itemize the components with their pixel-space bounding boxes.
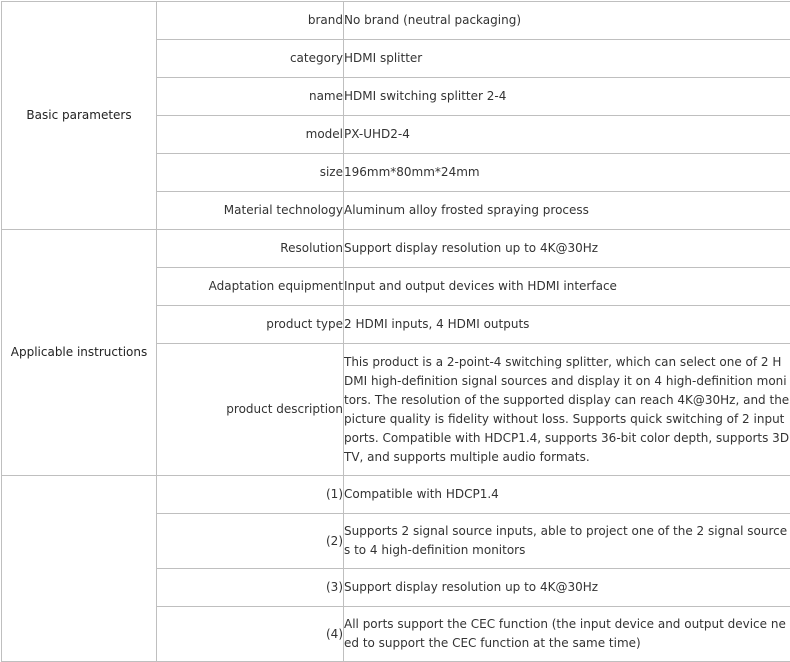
row-value: HDMI splitter xyxy=(344,40,790,78)
row-label: (2) xyxy=(157,514,344,569)
section-title-applicable-instructions: Applicable instructions xyxy=(2,230,157,476)
section-title-features xyxy=(2,476,157,662)
row-label: model xyxy=(157,116,344,154)
row-label: size xyxy=(157,154,344,192)
row-label: category xyxy=(157,40,344,78)
row-value: All ports support the CEC function (the input device and output device need to support the CEC function at the same time) xyxy=(344,607,790,662)
row-label: Resolution xyxy=(157,230,344,268)
row-value: Support display resolution up to 4K@30Hz xyxy=(344,230,790,268)
row-value: Supports 2 signal source inputs, able to project one of the 2 signal sources to 4 high-definition monitors xyxy=(344,514,790,569)
row-value: 2 HDMI inputs, 4 HDMI outputs xyxy=(344,306,790,344)
row-label: (4) xyxy=(157,607,344,662)
row-label: Adaptation equipment xyxy=(157,268,344,306)
row-value: 196mm*80mm*24mm xyxy=(344,154,790,192)
row-label: product type xyxy=(157,306,344,344)
row-label: product description xyxy=(157,344,344,476)
row-value: Aluminum alloy frosted spraying process xyxy=(344,192,790,230)
spec-table xyxy=(1,1,790,662)
row-label: Material technology xyxy=(157,192,344,230)
row-value: Compatible with HDCP1.4 xyxy=(344,476,790,514)
section-title-basic-parameters: Basic parameters xyxy=(2,2,157,230)
row-value: Input and output devices with HDMI interface xyxy=(344,268,790,306)
row-label: (3) xyxy=(157,569,344,607)
row-label: brand xyxy=(157,2,344,40)
table-row xyxy=(2,2,790,40)
row-value: PX-UHD2-4 xyxy=(344,116,790,154)
row-value: Support display resolution up to 4K@30Hz xyxy=(344,569,790,607)
table-row xyxy=(2,230,790,268)
table-row xyxy=(2,476,790,514)
row-label: name xyxy=(157,78,344,116)
row-value: No brand (neutral packaging) xyxy=(344,2,790,40)
row-label: (1) xyxy=(157,476,344,514)
row-value-description: This product is a 2-point-4 switching splitter, which can select one of 2 HDMI high-definition signal sources and display it on 4 high-definition monitors. The resolution of the supported display can reach 4K@30Hz, and the picture quality is fidelity without loss. Supports quick switching of 2 input ports. Compatible with HDCP1.4, supports 36-bit color depth, supports 3D TV, and supports multiple audio formats. xyxy=(344,344,790,476)
row-value: HDMI switching splitter 2-4 xyxy=(344,78,790,116)
